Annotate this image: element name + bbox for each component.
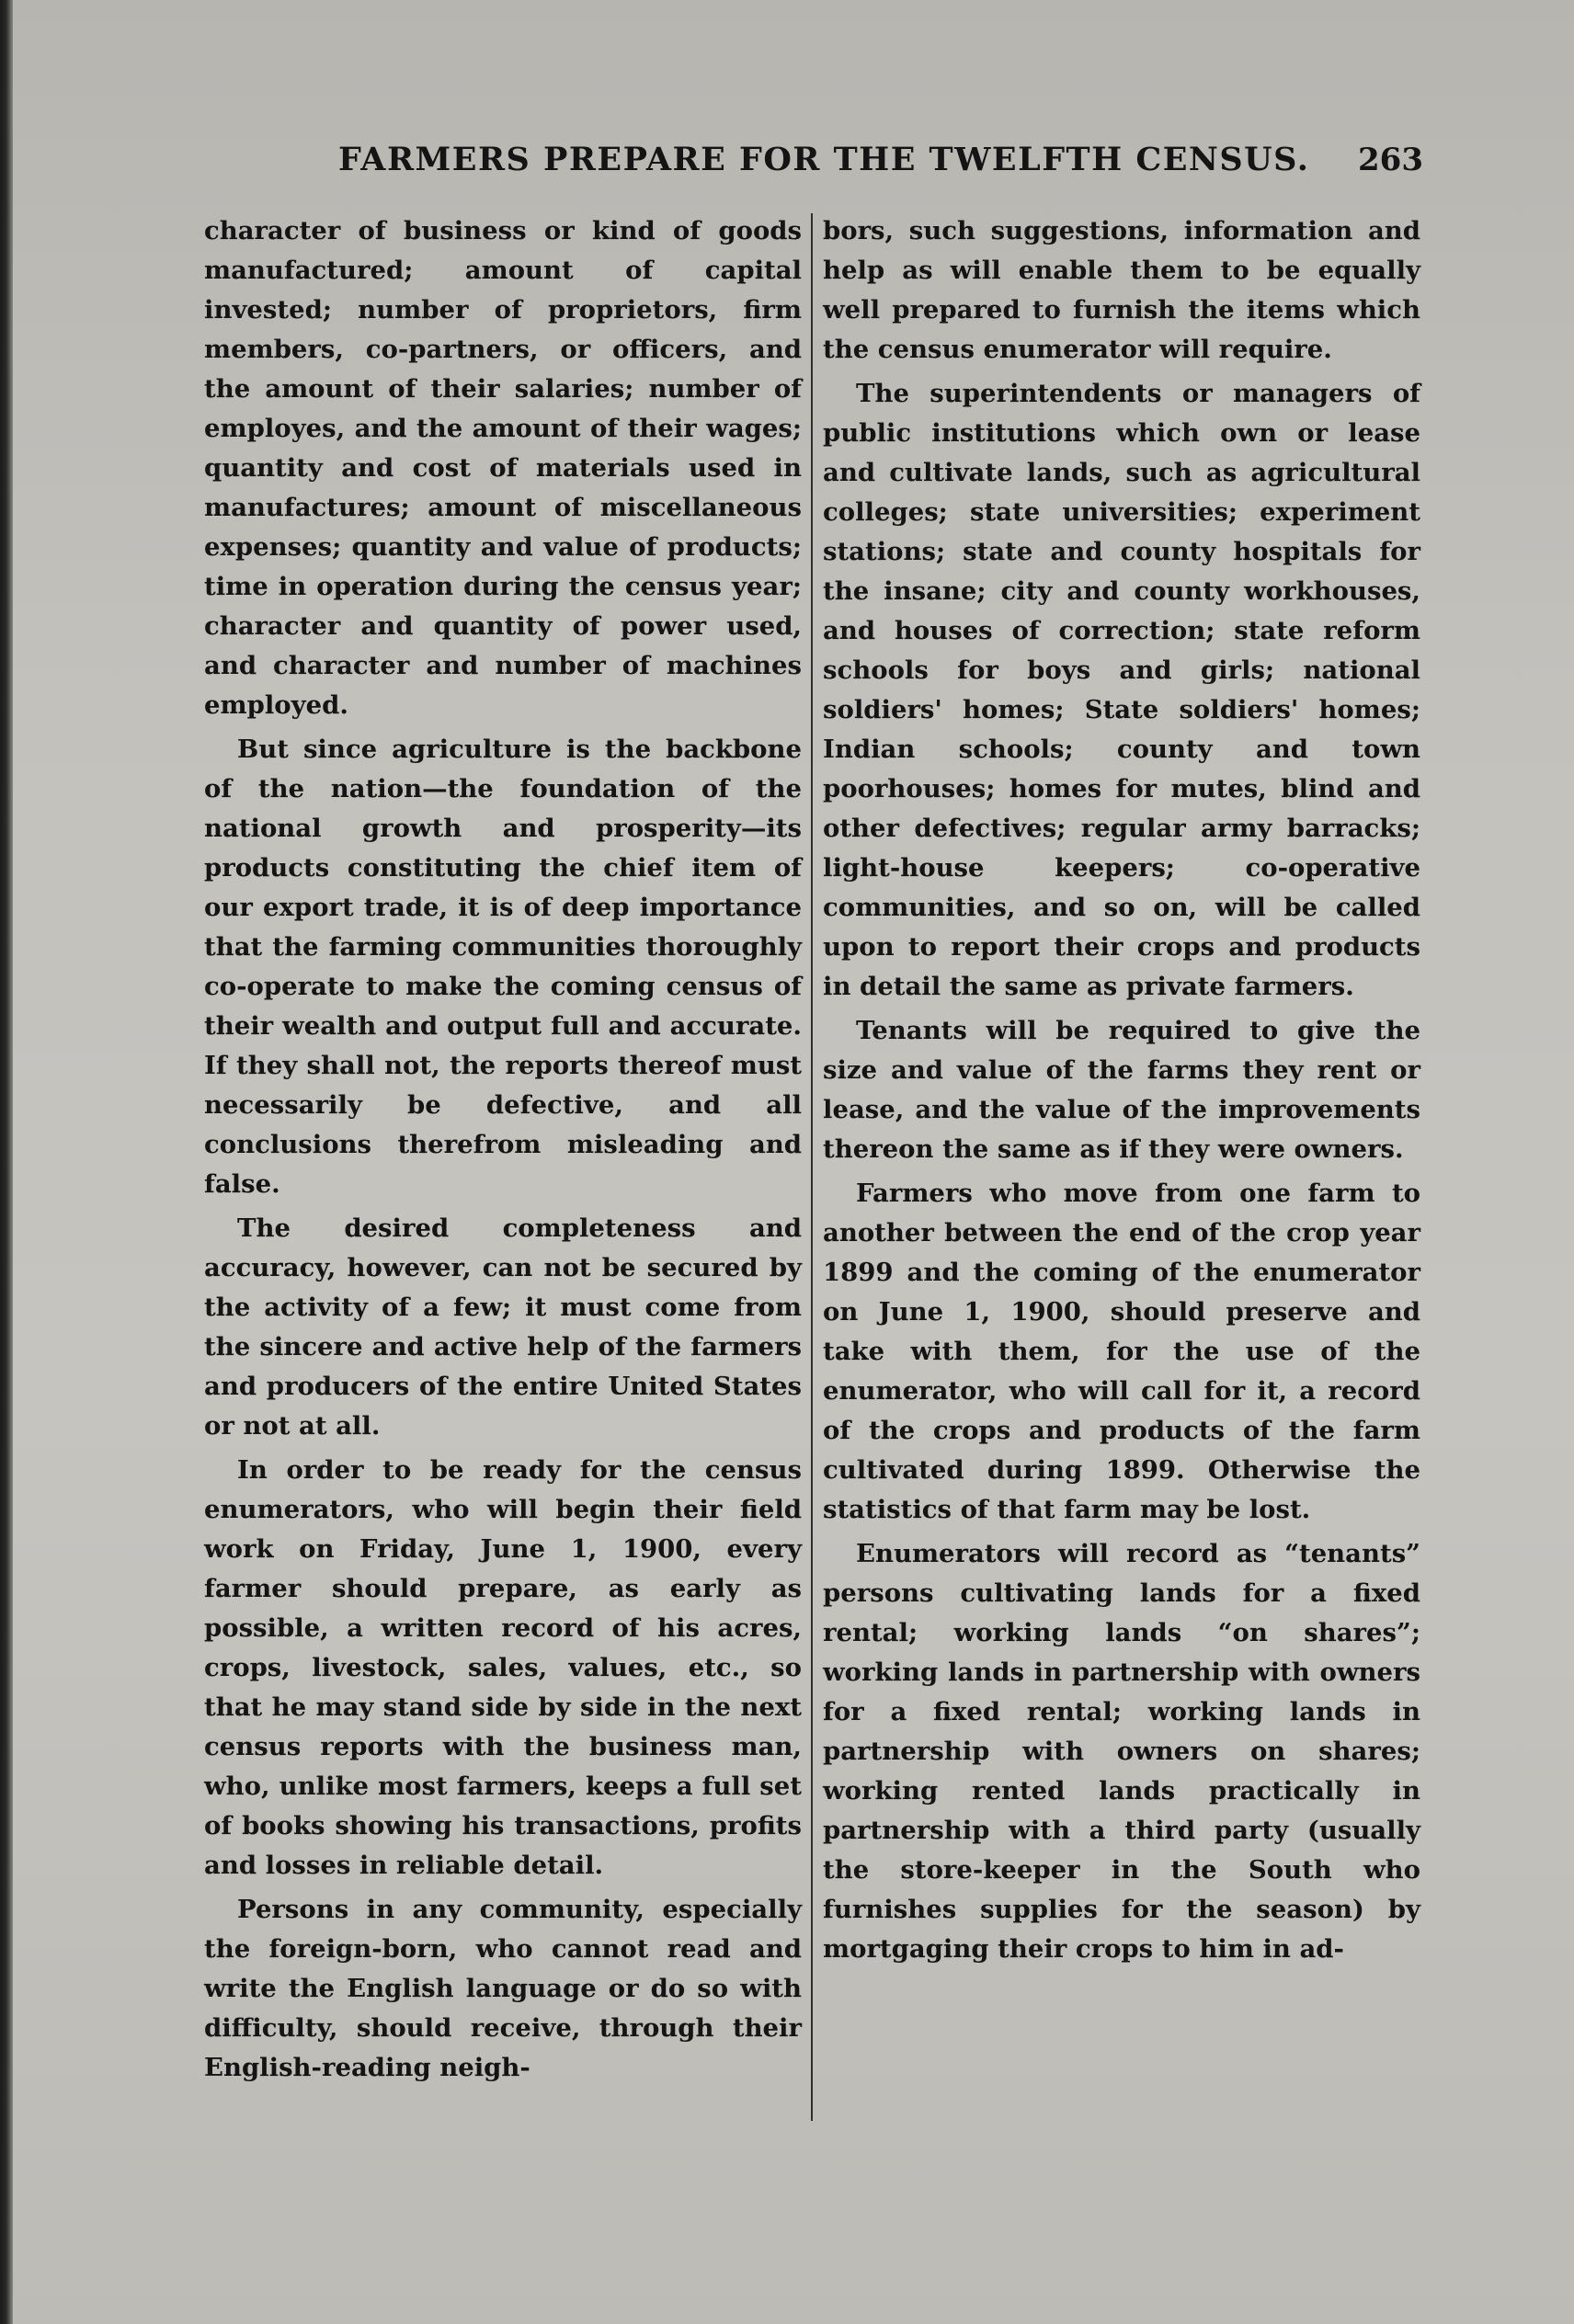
paragraph: Tenants will be required to give the size and value of the farms they rent or lease, and the value of the improvements thereon the same as if they were owners. [823,1016,1420,1164]
paragraph: Enumerators will record as “tenants” persons cultivating lands for a fixed rental; working lands “on shares”; working lands in partnership with owners for a fixed rental; working lands in partnership with owners on shares; working rented lands practically in partnership with a third party (usually the store-keeper in the South who furnishes supplies for the season) by mortgaging their crops to him in ad- [823,1539,1420,1964]
running-title: FARMERS PREPARE FOR THE TWELFTH CENSUS. [338,141,1310,178]
paragraph-continued: bors, such suggestions, information and help as will enable them to be equally well prepared to furnish the items which the census enumerator will require. [823,216,1420,364]
paragraph: In order to be ready for the census enumerators, who will begin their field work on Friday, June 1, 1900, every farmer should prepare, as early as possible, a written record of his acres, crops, livestock, sales, values, etc., so that he may stand side by side in the next census reports with the business man, who, unlike most farmers, keeps a full set of books showing his transactions, profits and losses in reliable detail. [204,1455,802,1880]
paragraph: The superintendents or managers of public institutions which own or lease and cultivate lands, such as agricultural colleges; state universities; experiment stations; state and county hospitals for the insane; city and county workhouses, and houses of correction; state reform schools for boys and girls; national soldiers' homes; State soldiers' homes; Indian schools; county and town poorhouses; homes for mutes, blind and other defectives; regular army barracks; light-house keepers; co-operative communities, and so on, will be called upon to report their crops and products in detail the same as private farmers. [823,379,1420,1001]
binding-shadow [0,0,13,2324]
paragraph: Farmers who move from one farm to another between the end of the crop year 1899 and the coming of the enumerator on June 1, 1900, should preserve and take with them, for the use of the enumerator, who will call for it, a record of the crops and products of the farm cultivated during 1899. Otherwise the statistics of that farm may be lost. [823,1179,1420,1524]
paragraph: Persons in any community, especially the foreign-born, who cannot read and write the English language or do so with difficulty, should receive, through their English-reading neigh- [204,1895,802,2082]
paragraph-continued: character of business or kind of goods manufactured; amount of capital invested; number of proprietors, firm members, co-partners, or officers, and the amount of their salaries; number of employes, and the amount of their wages; quantity and cost of materials used in manufactures; amount of miscellaneous expenses; quantity and value of products; time in operation during the census year; character and quantity of power used, and character and number of machines employed. [204,216,802,720]
paragraph: The desired completeness and accuracy, however, can not be secured by the activity of a few; it must come from the sincere and active help of the farmers and producers of the entire United States or not at all. [204,1213,802,1441]
column-divider [811,213,813,2121]
right-column [823,211,1420,1974]
page-header [210,138,1423,182]
left-column [204,211,802,2092]
paragraph: But since agriculture is the backbone of the nation—the foundation of the national growth and prosperity—its products constituting the chief item of our export trade, it is of deep importance that the farming communities thoroughly co-operate to make the coming census of their wealth and output full and accurate. If they shall not, the reports thereof must necessarily be defective, and all conclusions therefrom misleading and false. [204,735,802,1199]
page-number: 263 [1358,142,1423,178]
